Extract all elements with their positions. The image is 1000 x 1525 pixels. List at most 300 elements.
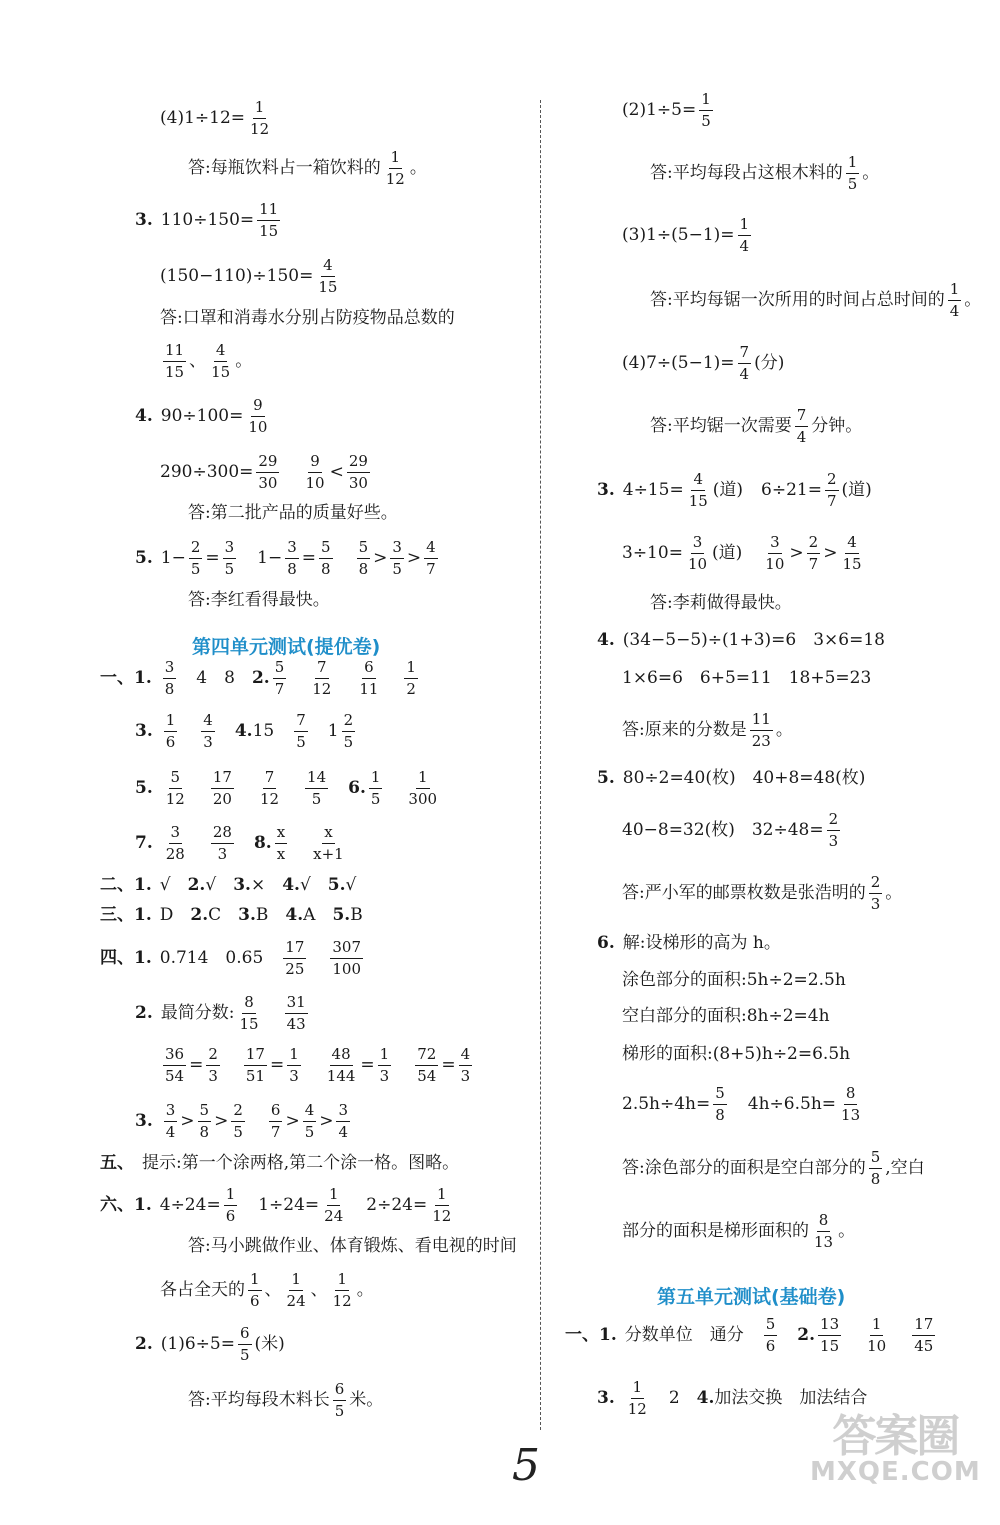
fraction [404,659,418,697]
fraction-denominator: 4 [796,427,807,446]
answer-line [622,800,843,860]
item-number: 三、1. [100,904,152,925]
fraction-numerator: 72 [415,1046,438,1066]
line-text: 各占全天的 [160,1279,245,1300]
fraction-denominator: 45 [914,1336,934,1355]
fraction-denominator: 3 [217,844,228,863]
line-text: 米。 [349,1389,384,1410]
line-text: 3÷10= [622,542,683,563]
line-text: B [255,904,286,925]
fraction-denominator: 4 [338,1122,349,1141]
item-number: 4. [135,405,153,426]
fraction-numerator: 1 [253,99,267,119]
fraction-numerator: 3 [691,534,705,554]
fraction [248,1271,262,1309]
fraction-denominator: 5 [847,174,858,193]
fraction-denominator: 6 [165,732,176,751]
fraction-denominator: 6 [765,1336,776,1355]
fraction-denominator: 300 [408,789,438,808]
fraction-denominator: 7 [808,554,819,573]
fraction [246,397,269,435]
fraction-denominator: 12 [312,679,332,698]
sub-item-number: 3. [233,874,251,895]
line-text: > [823,542,838,563]
line-text: = [205,547,220,568]
fraction [738,216,752,254]
fraction-numerator: 2 [231,1102,245,1122]
sub-item-number: 8. [253,832,272,853]
fraction-denominator: 8 [715,1105,725,1124]
fraction-numerator: 5 [357,539,371,559]
fraction-numerator: 14 [305,769,328,789]
answer-line [188,138,427,198]
item-number: 六、1. [100,1194,152,1215]
fraction [912,1316,935,1354]
fraction [459,1046,473,1084]
fraction-numerator: 13 [818,1316,841,1336]
line-text: 答:严小军的邮票枚数是张浩明的 [622,882,866,903]
fraction-denominator: 12 [250,119,270,138]
watermark-logo [810,1411,981,1487]
fraction [211,769,234,807]
fraction-denominator: 12 [385,169,405,188]
fraction-denominator: 3 [203,732,213,751]
line-text: (2)1÷5= [622,99,697,120]
fraction-numerator: 2 [825,471,839,491]
fraction-denominator: 3 [289,1066,299,1085]
fraction [273,659,287,697]
fraction-denominator: 5 [233,1122,243,1141]
fraction [294,712,308,750]
line-text: 4÷24= [159,1194,221,1215]
line-text: 答:李红看得最快。 [188,589,330,610]
answer-line [650,143,879,203]
item-number: 6. [597,932,615,953]
line-text: 、 [189,350,207,371]
fraction-numerator: 2 [189,539,203,559]
fraction [424,539,438,577]
fraction [818,1316,841,1354]
line-text: 答:口罩和消毒水分别占防疫物品总数的 [160,307,455,328]
fraction-numerator: 2 [206,1046,220,1066]
fraction-denominator: 24 [324,1206,344,1225]
fraction-denominator: 12 [165,789,185,808]
fraction-denominator: 5 [239,1345,250,1364]
line-text: √ [299,874,328,895]
fraction-numerator: 7 [263,769,277,789]
line-text: 答:平均锯一次需要 [650,415,792,436]
fraction [325,1046,358,1084]
fraction [763,534,786,572]
fraction [331,1271,354,1309]
line-text: 1− [257,547,283,568]
item-number: 3. [135,1110,153,1131]
answer-line [160,1035,475,1095]
line-text: (4)1÷12= [160,107,246,128]
line-text: 涂色部分的面积:5h÷2=2.5h [622,969,846,990]
fraction-numerator: x [322,824,334,844]
fraction-denominator: 2 [406,679,416,698]
fraction-denominator: 10 [248,417,268,436]
fraction [807,534,821,572]
fraction-numerator: 3 [163,659,177,679]
fraction-denominator: 24 [286,1291,306,1310]
item-number: 3. [135,720,153,741]
item-number: 5. [135,777,153,798]
fraction [283,939,306,977]
fraction-numerator: 1 [289,1271,303,1291]
fraction-numerator: 29 [347,453,370,473]
fraction [257,201,280,239]
fraction [738,344,752,382]
fraction [686,534,709,572]
fraction [827,811,841,849]
item-number: 四、1. [100,947,152,968]
line-text: ,空白 [885,1157,925,1178]
fraction-denominator: 25 [285,959,305,978]
fraction-numerator: 11 [750,711,773,731]
fraction [869,874,883,912]
fraction-denominator: 13 [841,1105,861,1124]
line-text: 0.714 0.65 [159,947,281,968]
line-text: √ [205,874,234,895]
fraction-numerator: 9 [251,397,265,417]
answer-line [622,648,871,708]
fraction-numerator: 1 [389,149,403,169]
line-text: 4h÷6.5h= [747,1093,837,1114]
section-heading: 第四单元测试(提优卷) [192,636,381,658]
line-text: √ [345,874,357,895]
fraction-denominator: 15 [688,491,708,510]
line-text: 解:设梯形的高为 h。 [622,932,781,953]
fraction-denominator: 8 [321,559,331,578]
fraction-numerator: 48 [330,1046,353,1066]
line-text: 40−8=32(枚) 32÷48= [622,819,824,840]
fraction [330,939,363,977]
fraction-numerator: 7 [315,659,329,679]
fraction-numerator: 6 [362,659,376,679]
fraction-denominator: 51 [245,1066,265,1085]
item-number: 一、1. [565,1324,617,1345]
fraction [201,712,215,750]
line-text: √ [159,874,188,895]
fraction-denominator: 3 [870,894,881,913]
line-text: 部分的面积是梯形面积的 [622,1220,809,1241]
fraction-numerator: 5 [169,769,183,789]
fraction-numerator: 1 [870,1316,884,1336]
line-text: 、 [310,1279,328,1300]
fraction [384,149,407,187]
fraction-numerator: 4 [691,471,705,491]
line-text: × [250,874,283,895]
fraction-denominator: 30 [258,473,278,492]
item-number: 二、1. [100,874,152,895]
fraction-numerator: 7 [738,344,752,364]
fraction [764,1316,778,1354]
line-text: 提示:第一个涂两格,第二个涂一格。图略。 [142,1152,460,1173]
line-text: = [441,1054,456,1075]
fraction-numerator: x [275,824,287,844]
fraction-numerator: 4 [201,712,215,732]
fraction [713,1085,727,1123]
fraction-denominator: 6 [250,1291,260,1310]
fraction-numerator: 1 [248,1271,262,1291]
fraction [310,659,333,697]
fraction-denominator: 7 [426,559,436,578]
fraction-denominator: 5 [296,732,306,751]
fraction-denominator: 11 [359,679,379,698]
fraction-numerator: 1 [287,1046,301,1066]
fraction [163,342,186,380]
fraction [164,769,187,807]
fraction [238,1325,252,1363]
fraction [812,1212,835,1250]
fraction-denominator: 5 [304,1122,315,1141]
sub-item-number: 5. [327,874,346,895]
answer-line [135,190,283,250]
fraction-denominator: 3 [208,1066,218,1085]
item-number: 5. [135,547,153,568]
fraction [258,769,281,807]
fraction [285,1271,308,1309]
fraction-denominator: 23 [751,731,771,750]
fraction-numerator: 4 [459,1046,473,1066]
line-text: 2÷24= [366,1194,428,1215]
line-text: 4 8 [179,667,252,688]
fraction [357,659,380,697]
line-text: 80÷2=40(枚) 40+8=48(枚) [622,767,866,788]
line-text: 。 [862,162,880,183]
fraction-denominator: 13 [814,1232,834,1251]
line-text: 。 [838,1220,856,1241]
line-text: (道) [712,542,743,563]
fraction-denominator: 10 [765,554,785,573]
answer-line [650,396,862,456]
fraction-numerator: 31 [285,994,308,1014]
fraction-numerator: 4 [424,539,438,559]
answer-line [622,1138,925,1198]
fraction-denominator: 12 [627,1399,647,1418]
fraction [305,769,328,807]
line-text: 2 [651,1387,697,1408]
line-text: (道) [841,479,872,500]
fraction [378,1046,392,1084]
fraction-denominator: 5 [370,789,381,808]
fraction-denominator: 7 [826,491,837,510]
line-text: A [303,904,333,925]
answer-line [622,80,716,140]
line-text: 15 [252,720,292,741]
fraction [287,1046,301,1084]
line-text: 1÷24= [258,1194,320,1215]
fraction [357,539,371,577]
answer-line [650,270,981,330]
line-text: 1×6=6 6+5=11 18+5=23 [622,667,872,688]
fraction-denominator: 15 [259,221,279,240]
line-text: > [373,547,388,568]
line-text [237,835,254,852]
answer-line [135,758,442,818]
line-text: > [180,1110,195,1131]
fraction [163,659,177,697]
line-text: = [301,547,317,568]
line-text: (3)1÷(5−1)= [622,224,735,245]
fraction-numerator: 1 [378,1046,392,1066]
fraction-denominator: 20 [212,789,232,808]
fraction-numerator: 1 [631,1379,645,1399]
fraction-denominator: 5 [343,732,354,751]
fraction-denominator: 10 [305,473,325,492]
fraction-denominator: 15 [318,277,338,296]
fraction-numerator: 11 [257,201,280,221]
fraction-denominator: 8 [199,1122,210,1141]
answer-line [135,386,272,446]
fraction-numerator: 8 [242,994,256,1014]
item-number: 一、1. [100,667,152,688]
line-text: 答:李莉做得最快。 [650,592,792,613]
answer-line [160,331,252,391]
page-number: 5 [512,1440,540,1491]
line-text: 1− [160,547,186,568]
fraction-numerator: 1 [416,769,430,789]
fraction-denominator: 8 [358,559,369,578]
fraction-denominator: 4 [739,236,750,255]
fraction-numerator: 4 [321,257,335,277]
fraction-denominator: 12 [432,1206,452,1225]
fraction-numerator: 3 [169,824,183,844]
section-heading: 第五单元测试(基础卷) [657,1286,846,1308]
sub-item-number: 4. [282,874,300,895]
line-text: > [214,1110,229,1131]
fraction-numerator: 5 [764,1316,778,1336]
fraction-numerator: 1 [369,769,383,789]
fraction-numerator: 5 [273,659,287,679]
watermark-domain: MXQE.COM [810,1457,981,1487]
fraction-numerator: 17 [912,1316,935,1336]
fraction-denominator: 144 [326,1066,356,1085]
fraction [406,769,439,807]
fraction [369,769,383,807]
fraction-numerator: 3 [768,534,782,554]
fraction-denominator: 12 [259,789,280,808]
fraction-numerator: 2 [869,874,883,894]
line-text: 。 [775,719,793,740]
fraction-numerator: 9 [308,453,322,473]
answer-line [188,1370,383,1430]
item-number: 4. [597,629,615,650]
line-text: > [789,542,804,563]
line-text: 加法交换 加法结合 [714,1387,868,1408]
fraction-numerator: 1 [738,216,752,236]
answer-line [160,1260,374,1320]
fraction-denominator: 8 [164,679,175,698]
fraction-numerator: 5 [198,1102,212,1122]
item-number: 2. [135,1002,153,1023]
fraction-denominator: 4 [949,301,960,320]
fraction-numerator: 1 [435,1186,449,1206]
line-text: < [329,461,344,482]
fraction [248,99,271,137]
line-text: 1 [310,720,339,741]
answer-line [135,701,358,761]
line-text: 分数单位 通分 [624,1324,761,1345]
fraction-numerator: 1 [948,281,962,301]
fraction [846,154,860,192]
fraction-denominator: 54 [417,1066,437,1085]
sub-item-number: 2. [187,874,206,895]
sub-item-number: 2. [190,904,209,925]
fraction [163,1046,186,1084]
fraction-denominator: 30 [348,473,368,492]
answer-line [188,570,330,630]
fraction [948,281,962,319]
line-text: 110÷150= [160,209,255,230]
line-text: 。 [885,882,903,903]
line-text: 2.5h÷4h= [622,1093,711,1114]
item-number: 2. [135,1333,153,1354]
fraction-numerator: 3 [390,539,404,559]
fraction-numerator: 3 [223,539,237,559]
fraction-denominator: x+1 [313,844,344,863]
fraction-denominator: 10 [687,554,708,573]
fraction-denominator: 5 [224,559,235,578]
line-text: 答:每瓶饮料占一箱饮料的 [188,157,381,178]
fraction [244,1046,267,1084]
fraction-denominator: 5 [701,111,711,130]
answer-line [622,205,754,265]
fraction-numerator: 6 [333,1381,347,1401]
fraction [626,1379,649,1417]
fraction [206,1046,220,1084]
item-number: 3. [597,479,615,500]
line-text: (道) [712,479,744,500]
answer-line [622,333,784,393]
fraction-numerator: 1 [699,91,713,111]
item-number: 5. [597,767,615,788]
column-divider [540,100,541,1430]
fraction [699,91,713,129]
answer-line [622,1201,855,1261]
line-text [780,1327,797,1344]
fraction-numerator: 36 [163,1046,186,1066]
fraction-numerator: 2 [342,712,356,732]
watermark-text: 答案圈 [832,1411,959,1462]
fraction-numerator: 1 [327,1186,341,1206]
answer-line [565,1305,938,1365]
fraction-denominator: 15 [165,362,185,381]
fraction [342,712,356,750]
line-text: 答:马小跳做作业、体育锻炼、看电视的时间 [188,1235,517,1256]
fraction-denominator: 54 [165,1066,185,1085]
fraction [839,1085,862,1123]
fraction-numerator: 4 [303,1102,317,1122]
line-text: = [189,1054,204,1075]
fraction-numerator: 5 [713,1085,727,1105]
fraction-denominator: 3 [460,1066,471,1085]
line-text: > [285,1110,300,1131]
fraction-numerator: 3 [336,1102,350,1122]
fraction-numerator: 17 [283,939,306,959]
fraction-denominator: 7 [270,1122,281,1141]
fraction-denominator: 15 [211,362,231,381]
line-text: D [159,904,191,925]
sub-item-number: 4. [285,904,304,925]
fraction-denominator: 4 [165,1122,176,1141]
fraction-numerator: 2 [807,534,821,554]
line-text: 梯形的面积:(8+5)h÷2=6.5h [622,1043,851,1064]
line-text: 空白部分的面积:8h÷2=4h [622,1005,830,1026]
fraction-numerator: 1 [335,1271,349,1291]
